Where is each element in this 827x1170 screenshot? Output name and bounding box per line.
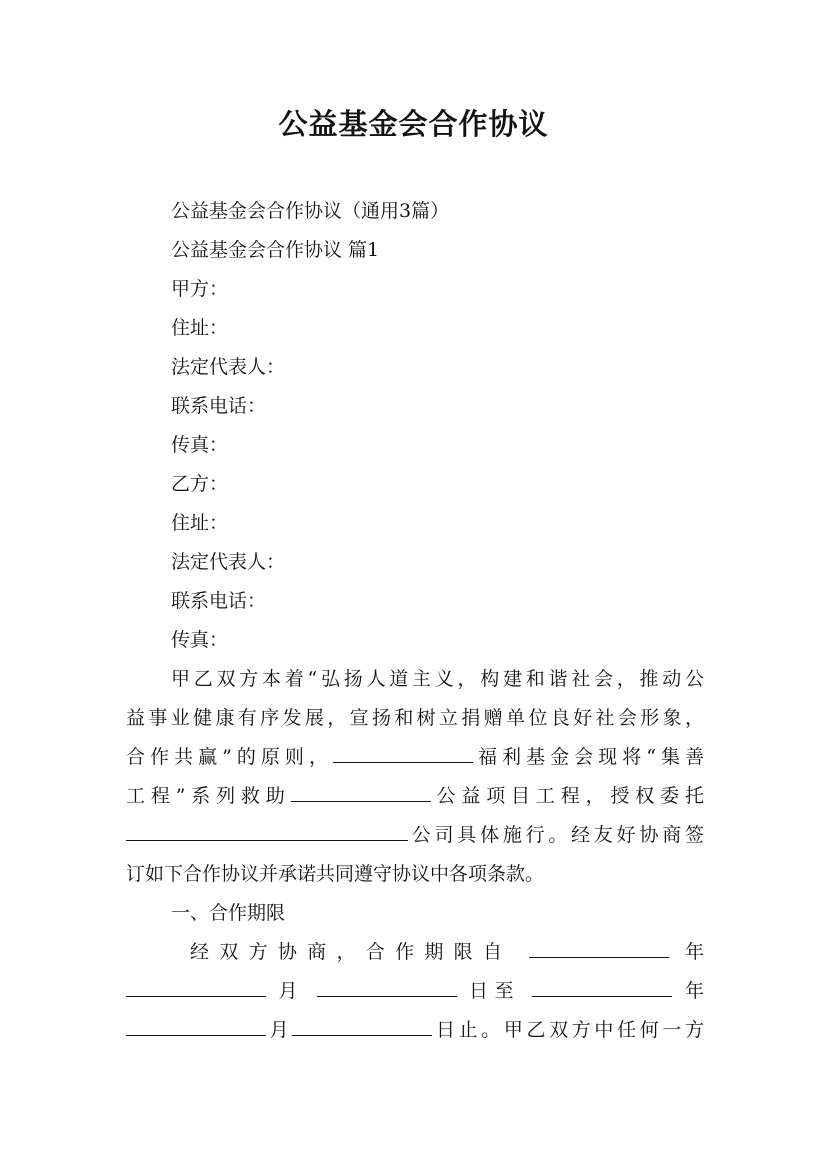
party-a-address: 住址：: [171, 317, 229, 339]
blank-field-company: [126, 839, 408, 841]
clause-1-line-1-text-b: 年: [684, 941, 704, 963]
document-title: 公益基金会合作协议: [278, 107, 549, 141]
clause-1-line-2-text-b: 日至: [469, 980, 520, 1002]
intro-line-3-text-a: 合作共赢”的原则，: [126, 746, 333, 768]
party-b-address: 住址：: [171, 512, 229, 534]
clause-1-line-2-text-a: 月: [278, 980, 304, 1002]
intro-line-5-text-b: 公司具体施行。经友好协商签: [408, 824, 704, 846]
blank-field-foundation: [333, 761, 473, 763]
clause-1-line-3-text-a: 月: [266, 1019, 293, 1041]
intro-line-2: 益事业健康有序发展，宣扬和树立捐赠单位良好社会形象，: [126, 707, 704, 729]
party-a-fax: 传真：: [171, 434, 229, 456]
clause-1-line-2: [126, 972, 704, 1011]
party-b-fax: 传真：: [171, 629, 229, 651]
party-a-phone: 联系电话：: [171, 395, 267, 417]
blank-field-project: [291, 800, 431, 802]
intro-line-3: [126, 738, 704, 777]
blank-field-end-year: [532, 995, 672, 997]
party-b-legal-rep: 法定代表人：: [171, 551, 286, 573]
document-subtitle: 公益基金会合作协议（通用3篇）: [171, 200, 450, 222]
intro-line-3-text-b: 福利基金会现将“集善: [472, 746, 704, 768]
party-a-label: 甲方：: [171, 278, 229, 300]
intro-line-5: [126, 816, 704, 855]
clause-1-line-3: [126, 1011, 704, 1050]
clause-1-line-1-text-a: 经双方协商，合作期限自: [190, 941, 513, 963]
clause-1-line-3-text-b: 日止。甲乙双方中任何一方: [432, 1019, 704, 1041]
blank-field-start-day: [317, 995, 457, 997]
section-heading: 公益基金会合作协议 篇1: [171, 239, 380, 261]
clause-1-line-2-text-c: 年: [684, 980, 704, 1002]
intro-line-4-text-b: 公益项目工程，授权委托: [430, 785, 704, 807]
clause-1-line-1: [126, 933, 704, 972]
intro-line-6: 订如下合作协议并承诺共同遵守协议中各项条款。: [126, 863, 545, 885]
clause-1-heading: 一、合作期限: [171, 902, 286, 924]
blank-field-start-year: [529, 956, 669, 958]
document-body: [126, 192, 704, 1050]
party-a-legal-rep: 法定代表人：: [171, 356, 286, 378]
intro-line-4-text-a: 工程”系列救助: [126, 785, 291, 807]
blank-field-end-month: [126, 1034, 266, 1036]
intro-line-1: 甲乙双方本着“弘扬人道主义，构建和谐社会，推动公: [171, 668, 704, 690]
party-b-label: 乙方：: [171, 473, 229, 495]
blank-field-end-day: [292, 1034, 432, 1036]
intro-line-4: [126, 777, 704, 816]
blank-field-start-month: [126, 995, 266, 997]
party-b-phone: 联系电话：: [171, 590, 267, 612]
